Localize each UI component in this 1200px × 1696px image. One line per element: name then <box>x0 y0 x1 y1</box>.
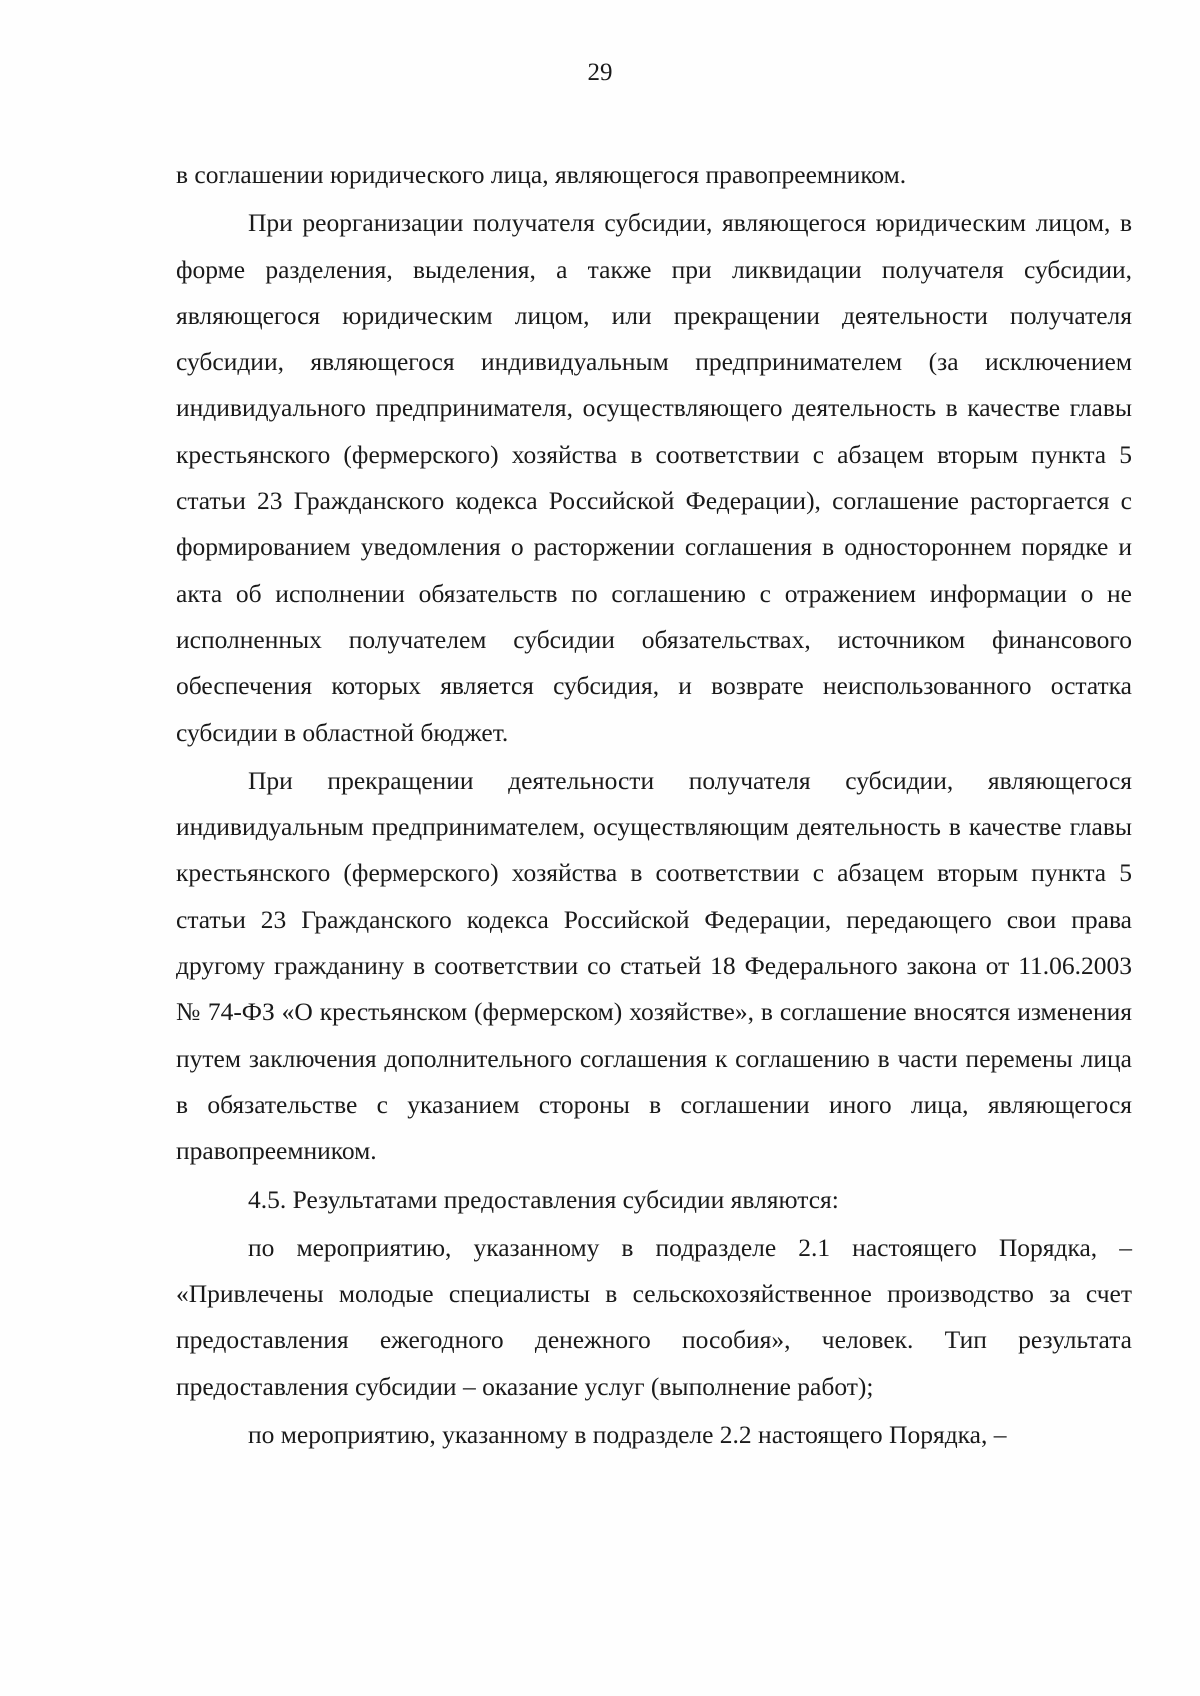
document-body <box>176 152 1132 1458</box>
paragraph-reorganization: При реорганизации получателя субсидии, являющегося юридическим лицом, в форме разделения, выделения, а также при ликвидации получателя субсидии, являющегося юридическим лицом, или прекращении деятельности получателя субсидии, являющегося индивидуальным предпринимателем (за исключением индивидуального предпринимателя, осуществляющего деятельность в качестве главы крестьянского (фермерского) хозяйства в соответствии с абзацем вторым пункта 5 статьи 23 Гражданского кодекса Российской Федерации), соглашение расторгается с формированием уведомления о расторжении соглашения в одностороннем порядке и акта об исполнении обязательств по соглашению с отражением информации о не исполненных получателем субсидии обязательствах, источником финансового обеспечения которых является субсидия, и возврате неиспользованного остатка субсидии в областной бюджет. <box>176 208 1132 747</box>
paragraph-result-2-2: по мероприятию, указанному в подразделе 2.2 настоящего Порядка, – <box>248 1420 1007 1450</box>
paragraph-continuation: в соглашении юридического лица, являющегося правопреемником. <box>176 160 907 189</box>
paragraph-results-heading: 4.5. Результатами предоставления субсидии являются: <box>248 1184 839 1214</box>
page-number: 29 <box>587 59 613 86</box>
paragraph-termination: При прекращении деятельности получателя субсидии, являющегося индивидуальным предпринимателем, осуществляющим деятельность в качестве главы крестьянского (фермерского) хозяйства в соответствии с абзацем вторым пункта 5 статьи 23 Гражданского кодекса Российской Федерации, передающего свои права другому гражданину в соответствии со статьей 18 Федерального закона от 11.06.2003 № 74-ФЗ «О крестьянском (фермерском) хозяйстве», в соглашение вносятся изменения путем заключения дополнительного соглашения к соглашению в части перемены лица в обязательстве с указанием стороны в соглашении иного лица, являющегося правопреемником. <box>176 765 1132 1166</box>
paragraph-result-2-1: по мероприятию, указанному в подразделе 2.1 настоящего Порядка, – «Привлечены молодые специалисты в сельскохозяйственное производство за счет предоставления ежегодного денежного пособия», человек. Тип результата предоставления субсидии – оказание услуг (выполнение работ); <box>176 1232 1132 1401</box>
